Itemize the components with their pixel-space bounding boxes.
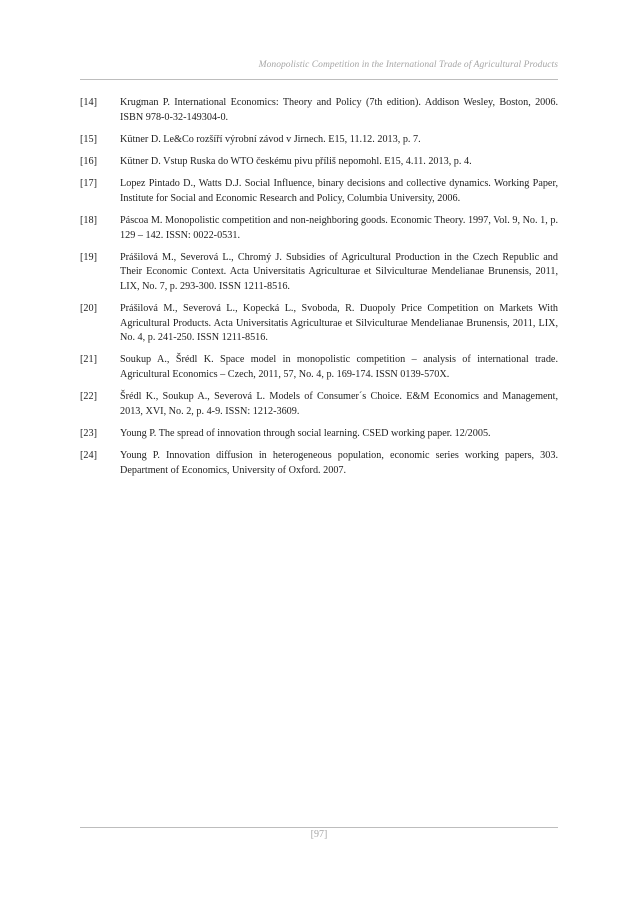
- reference-item: [80, 96, 558, 125]
- reference-number: [23]: [80, 428, 97, 440]
- reference-number: [24]: [80, 450, 97, 462]
- reference-text: Kütner D. Vstup Ruska do WTO českému pivu příliš nepomohl. E15, 4.11. 2013, p. 4.: [120, 155, 472, 167]
- reference-list: [80, 96, 558, 486]
- reference-number: [19]: [80, 251, 97, 263]
- reference-text: Young P. Innovation diffusion in heterogeneous population, economic series working papers, 303. Department of Economics, University of Oxford. 2007.: [120, 450, 558, 476]
- reference-item: [80, 427, 558, 442]
- reference-number: [15]: [80, 133, 97, 145]
- reference-number: [17]: [80, 178, 97, 190]
- reference-item: [80, 353, 558, 382]
- reference-text: Soukup A., Šrédl K. Space model in monopolistic competition – analysis of international trade. Agricultural Economics – Czech, 2011, 57, No. 4, p. 169-174. ISSN 0139-570X.: [120, 354, 558, 381]
- reference-item: [80, 133, 558, 148]
- reference-number: [16]: [80, 155, 97, 167]
- reference-item: [80, 155, 558, 170]
- reference-item: [80, 214, 558, 243]
- reference-item: [80, 302, 558, 346]
- reference-text: Šrédl K., Soukup A., Severová L. Models of Consumer´s Choice. E&M Economics and Management, 2013, XVI, No. 2, p. 4-9. ISSN: 1212-3609.: [120, 391, 558, 417]
- page-number: [97]: [310, 829, 328, 840]
- reference-text: Prášilová M., Severová L., Kopecká L., Svoboda, R. Duopoly Price Competition on Markets With Agricultural Products. Acta Universitatis Agriculturae et Silviculturae Mendelianae Brunensis, 2011, LIX, No. 4, p. 241-250. ISSN 1211-8516.: [120, 303, 558, 344]
- reference-item: [80, 449, 558, 478]
- reference-text: Lopez Pintado D., Watts D.J. Social Influence, binary decisions and collective dynamics. Working Paper, Institute for Social and Economic Research and Policy, Columbia University, 2006.: [120, 178, 558, 204]
- reference-item: [80, 251, 558, 295]
- reference-item: [80, 390, 558, 419]
- reference-number: [20]: [80, 303, 97, 315]
- running-header: Monopolistic Competition in the International Trade of Agricultural Products: [258, 60, 558, 70]
- footer-divider: [80, 827, 558, 828]
- reference-text: Young P. The spread of innovation through social learning. CSED working paper. 12/2005.: [120, 428, 491, 440]
- reference-text: Páscoa M. Monopolistic competition and non-neighboring goods. Economic Theory. 1997, Vol. 9, No. 1, p. 129 – 142. ISSN: 0022-0531.: [120, 214, 558, 241]
- reference-text: Krugman P. International Economics: Theory and Policy (7th edition). Addison Wesley, Boston, 2006. ISBN 978-0-32-149304-0.: [120, 97, 558, 123]
- reference-text: Kütner D. Le&Co rozšíří výrobní závod v Jirnech. E15, 11.12. 2013, p. 7.: [120, 133, 421, 145]
- header-divider: [80, 79, 558, 80]
- reference-number: [21]: [80, 354, 97, 366]
- reference-number: [18]: [80, 214, 97, 226]
- reference-number: [14]: [80, 97, 97, 108]
- reference-text: Prášilová M., Severová L., Chromý J. Subsidies of Agricultural Production in the Czech Republic and Their Economic Context. Acta Universitatis Agriculturae et Silviculturae Mendelianae Brunensis, 2011, LIX, No. 7, p. 293-300. ISSN 1211-8516.: [120, 251, 558, 292]
- reference-number: [22]: [80, 391, 97, 403]
- reference-item: [80, 177, 558, 206]
